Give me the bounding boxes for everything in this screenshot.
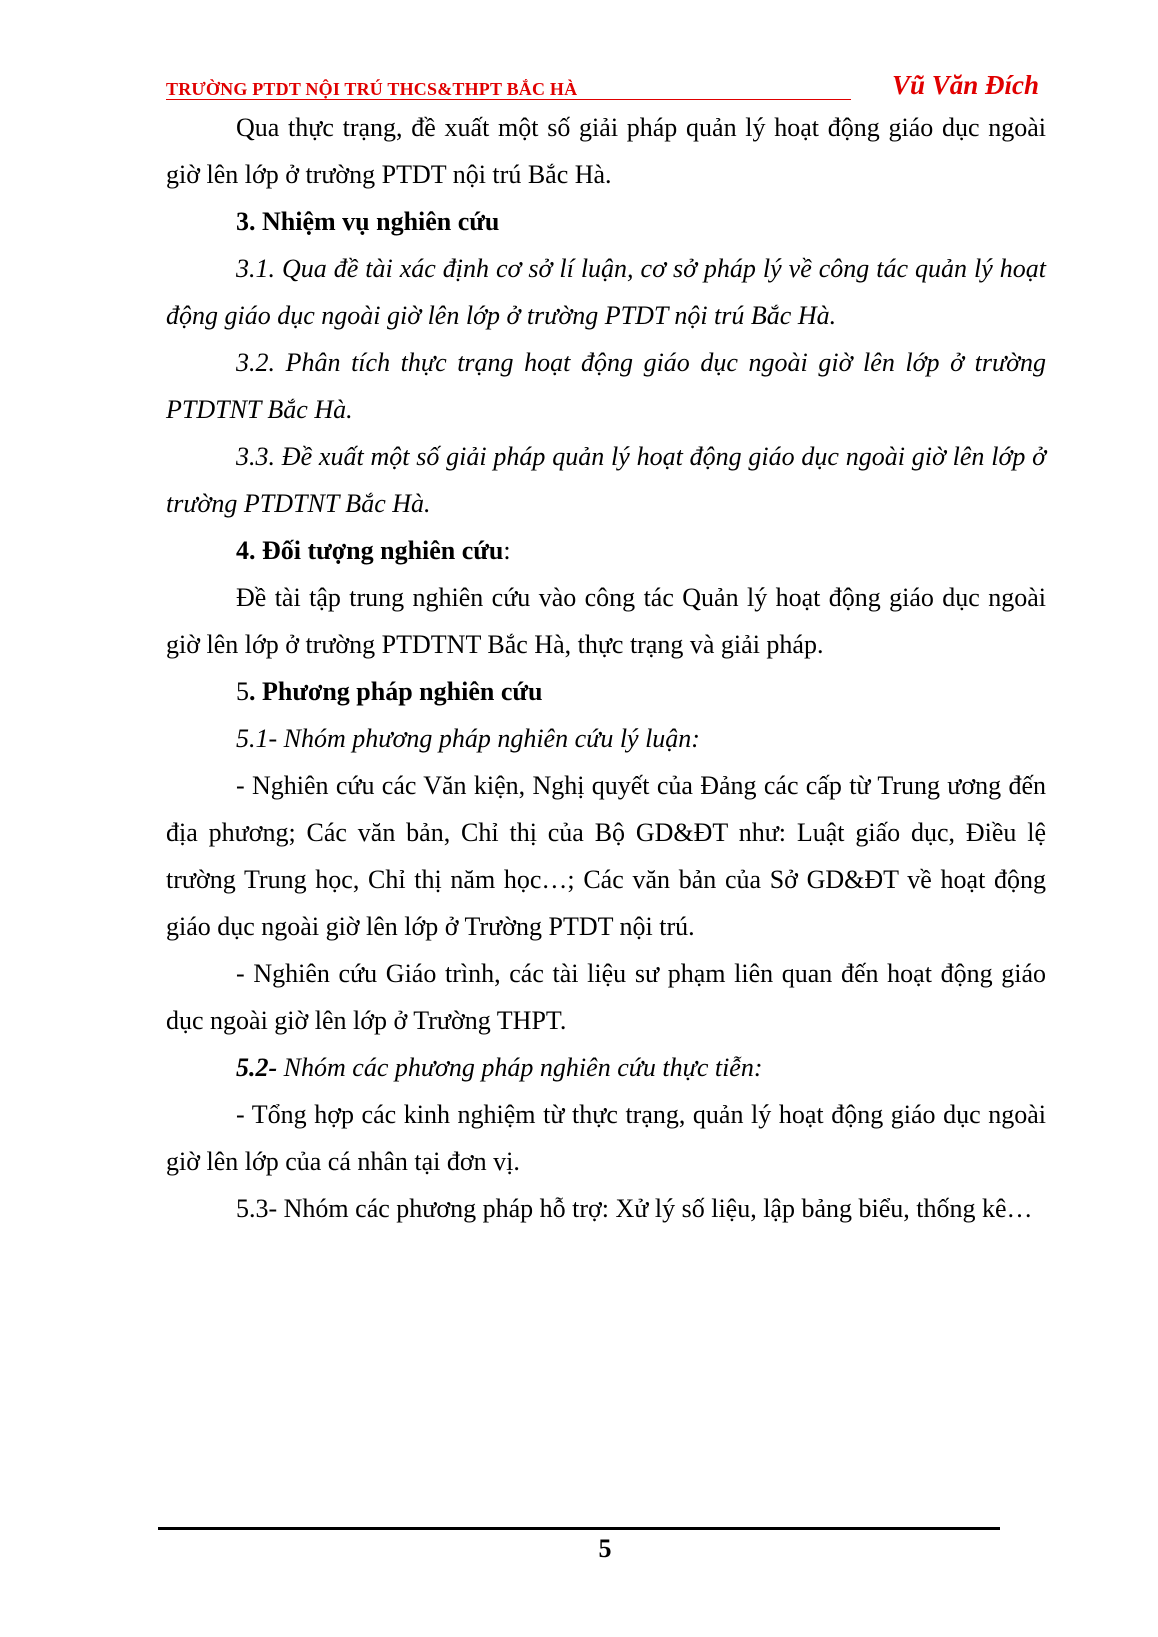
paragraph-intro: Qua thực trạng, đề xuất một số giải pháp quản lý hoạt động giáo dục ngoài giờ lên lớp ở trường PTDT nội trú Bắc Hà. — [166, 113, 1046, 189]
paragraph-5-2-a: - Tổng hợp các kinh nghiệm từ thực trạng, quản lý hoạt động giáo dục ngoài giờ lên lớp của cá nhân tại đơn vị. — [166, 1100, 1046, 1176]
paragraph-5-1-a: - Nghiên cứu các Văn kiện, Nghị quyết của Đảng các cấp từ Trung ương đến địa phương; Các văn bản, Chỉ thị của Bộ GD&ĐT như: Luật giấo dục, Điều lệ trường Trung học, Chỉ thị năm học…; Các văn bản của Sở GD&ĐT về hoạt động giáo dục ngoài giờ lên lớp ở Trường PTDT nội trú. — [166, 771, 1046, 941]
footer-divider — [158, 1527, 1000, 1530]
document-body — [166, 104, 1046, 1232]
paragraph-5-2 — [166, 1044, 1046, 1091]
header-school-name: TRƯỜNG PTDT NỘI TRÚ THCS&THPT BẮC HÀ — [166, 79, 578, 99]
heading-section-5 — [166, 668, 1046, 715]
paragraph-5-1: 5.1- Nhóm phương pháp nghiên cứu lý luận: — [236, 724, 700, 753]
paragraph-3-1: 3.1. Qua đề tài xác định cơ sở lí luận, cơ sở pháp lý về công tác quản lý hoạt động giáo dục ngoài giờ lên lớp ở trường PTDT nội trú Bắc Hà. — [166, 254, 1046, 330]
heading-section-5-number: 5 — [236, 677, 249, 706]
heading-section-4 — [166, 527, 1046, 574]
paragraph-5-2-number: 5.2- — [236, 1053, 278, 1082]
header-divider — [166, 99, 851, 100]
page-number: 5 — [598, 1534, 612, 1563]
paragraph-5-1-b: - Nghiên cứu Giáo trình, các tài liệu sư phạm liên quan đến hoạt động giáo dục ngoài giờ lên lớp ở Trường THPT. — [166, 959, 1046, 1035]
paragraph-4: Đề tài tập trung nghiên cứu vào công tác Quản lý hoạt động giáo dục ngoài giờ lên lớp ở trường PTDTNT Bắc Hà, thực trạng và giải pháp. — [166, 583, 1046, 659]
header-author-name: Vũ Văn Đích — [892, 70, 1040, 100]
paragraph-5-2-text: Nhóm các phương pháp nghiên cứu thực tiễn: — [277, 1053, 763, 1082]
heading-section-5-text: . Phương pháp nghiên cứu — [249, 677, 543, 706]
paragraph-3-3: 3.3. Đề xuất một số giải pháp quản lý hoạt động giáo dục ngoài giờ lên lớp ở trường PTDTNT Bắc Hà. — [166, 442, 1046, 518]
paragraph-5-3: 5.3- Nhóm các phương pháp hỗ trợ: Xử lý số liệu, lập bảng biểu, thống kê… — [236, 1194, 1033, 1223]
paragraph-3-2: 3.2. Phân tích thực trạng hoạt động giáo dục ngoài giờ lên lớp ở trường PTDTNT Bắc Hà. — [166, 348, 1046, 424]
heading-section-4-colon: : — [503, 536, 511, 565]
heading-section-4-text: 4. Đối tượng nghiên cứu — [236, 536, 504, 565]
heading-section-3: 3. Nhiệm vụ nghiên cứu — [236, 207, 500, 236]
